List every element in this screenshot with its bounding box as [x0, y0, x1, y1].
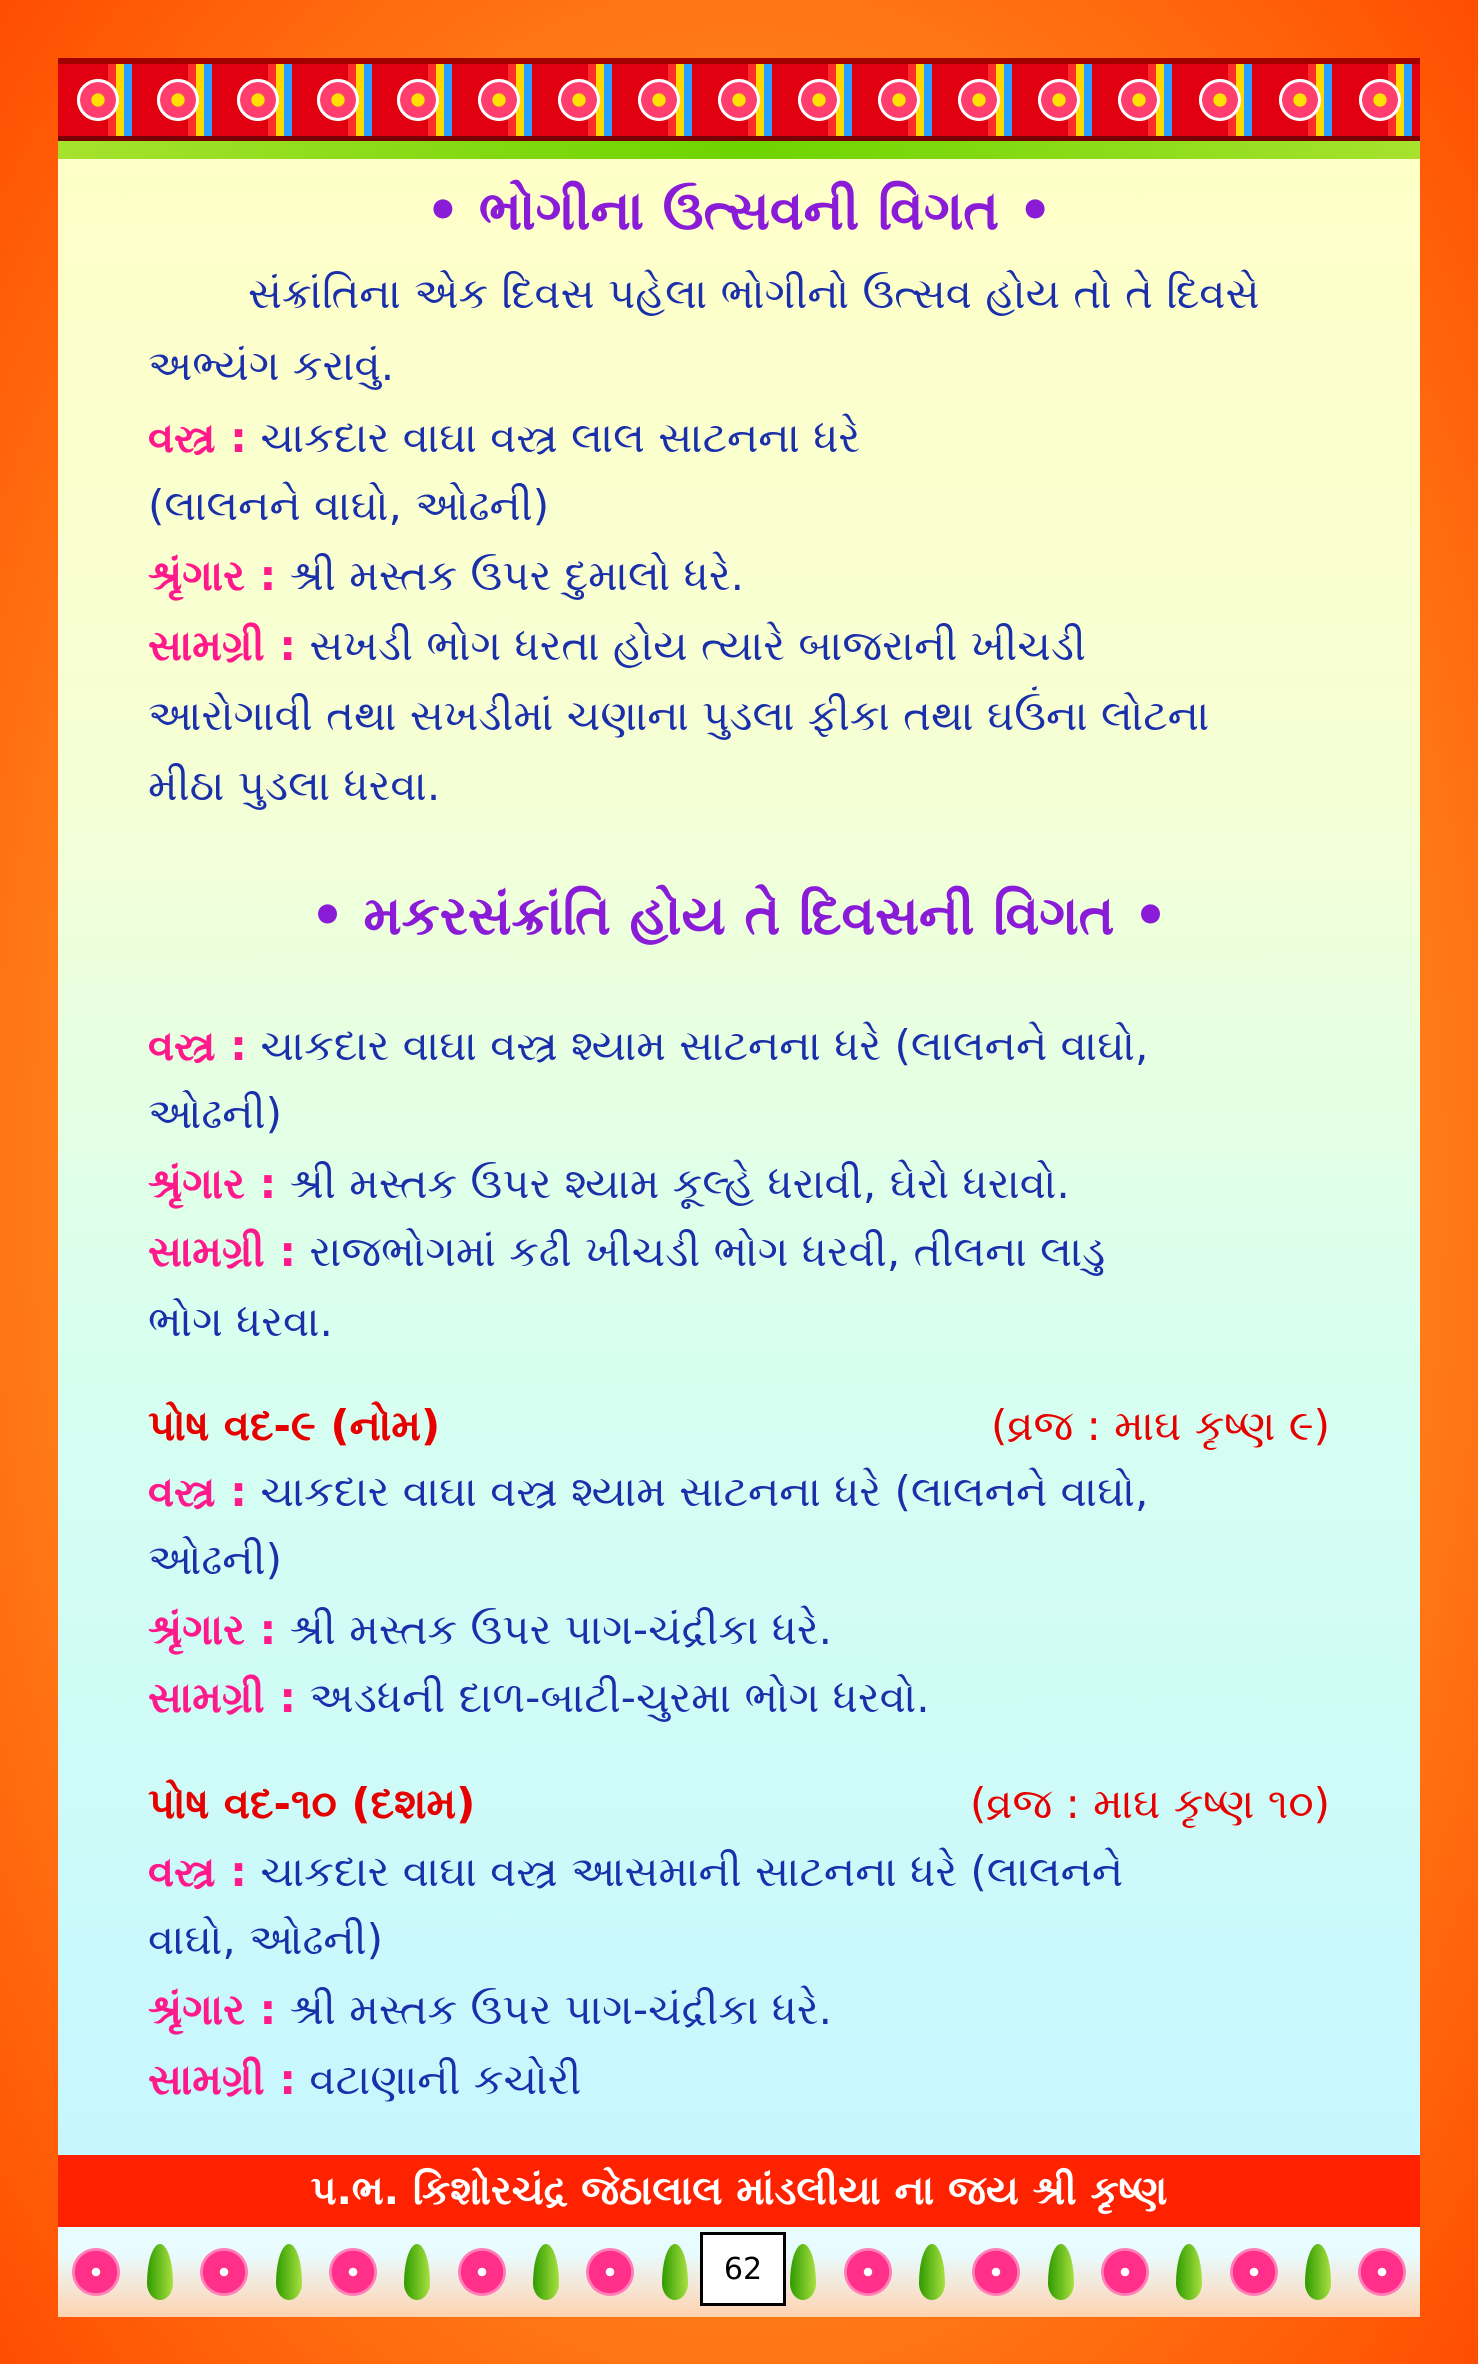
leaf-icon [147, 2244, 173, 2300]
shringar-text: શ્રી મસ્તક ઉપર પાગ-ચંદ્રીકા ધરે. [289, 1605, 832, 1654]
samagri-text: વટાણાની કચોરી [309, 2055, 582, 2104]
flower-icon [638, 79, 680, 121]
shringar-label: શ્રૃંગાર : [148, 1159, 277, 1208]
samagri-text: રાજભોગમાં કઢી ખીચડી ભોગ ધરવી, તીલના લાડુ [309, 1227, 1106, 1276]
vastra-text: ઓઢની) [148, 1535, 282, 1584]
flower-icon [77, 79, 119, 121]
day-heading-nom: પોષ વદ-૯ (નોમ) [148, 1401, 441, 1450]
flower-icon [972, 2248, 1020, 2296]
vastra-text: ઓઢની) [148, 1089, 282, 1138]
flower-icon [844, 2248, 892, 2296]
vraj-date-dasham: (વ્રજ : માઘ કૃષ્ણ ૧૦) [969, 1779, 1330, 1828]
flower-icon [718, 79, 760, 121]
vastra-text: ચાકદાર વાઘા વસ્ત્ર શ્યામ સાટનના ધરે (લાલનને વાઘો, [260, 1467, 1149, 1516]
samagri-text: મીઠા પુડલા ધરવા. [148, 761, 441, 810]
content-panel [58, 159, 1420, 2155]
flower-icon [1358, 2248, 1406, 2296]
flower-icon [1118, 79, 1160, 121]
flower-icon [958, 79, 1000, 121]
flower-icon [1101, 2248, 1149, 2296]
flower-icon [878, 79, 920, 121]
samagri-label: સામગ્રી : [148, 621, 297, 670]
flower-icon [157, 79, 199, 121]
samagri-text: ભોગ ધરવા. [148, 1297, 333, 1346]
shringar-text: શ્રી મસ્તક ઉપર શ્યામ કૂલ્હે ધરાવી, ઘેરો ધરાવો. [289, 1159, 1070, 1208]
flower-icon [798, 79, 840, 121]
intro-line: અભ્યંગ કરાવું. [148, 341, 395, 390]
flower-icon [72, 2248, 120, 2296]
shringar-text: શ્રી મસ્તક ઉપર દુમાલો ધરે. [289, 551, 744, 600]
samagri-text: આરોગાવી તથા સખડીમાં ચણાના પુડલા ફીકા તથા ઘઉંના લોટના [148, 691, 1210, 740]
shringar-label: શ્રૃંગાર : [148, 1605, 277, 1654]
vastra-text: ચાકદાર વાઘા વસ્ત્ર આસમાની સાટનના ધરે (લાલનને [260, 1847, 1124, 1896]
leaf-icon [1176, 2244, 1202, 2300]
leaf-icon [1305, 2244, 1331, 2300]
vraj-date-nom: (વ્રજ : માઘ કૃષ્ણ ૯) [990, 1401, 1330, 1450]
flower-icon [1199, 79, 1241, 121]
samagri-label: સામગ્રી : [148, 1673, 297, 1722]
flower-icon [1230, 2248, 1278, 2296]
vastra-label: વસ્ત્ર : [148, 1467, 247, 1516]
vastra-text: વાઘો, ઓઢની) [148, 1915, 384, 1964]
vastra-label: વસ્ત્ર : [148, 1847, 247, 1896]
intro-line: સંક્રાંતિના એક દિવસ પહેલા ભોગીનો ઉત્સવ હોય તો તે દિવસે [248, 269, 1260, 318]
leaf-icon [533, 2244, 559, 2300]
vastra-label: વસ્ત્ર : [148, 1021, 247, 1070]
samagri-text: અડધની દાળ-બાટી-ચુરમા ભોગ ધરવો. [309, 1673, 930, 1722]
decorative-top-border [58, 64, 1420, 141]
flower-icon [586, 2248, 634, 2296]
vastra-text: ચાકદાર વાઘા વસ્ત્ર શ્યામ સાટનના ધરે (લાલનને વાઘો, [260, 1021, 1149, 1070]
vastra-text: ચાકદાર વાઘા વસ્ત્ર લાલ સાટનના ધરે [260, 413, 861, 462]
flower-icon [1359, 79, 1401, 121]
shringar-label: શ્રૃંગાર : [148, 1985, 277, 2034]
shringar-text: શ્રી મસ્તક ઉપર પાગ-ચંદ્રીકા ધરે. [289, 1985, 832, 2034]
vastra-text: (લાલનને વાઘો, ઓઢની) [148, 481, 550, 530]
green-strip [58, 141, 1420, 159]
leaf-icon [662, 2244, 688, 2300]
flower-icon [397, 79, 439, 121]
leaf-icon [919, 2244, 945, 2300]
footer-dedication: પ.ભ. કિશોરચંદ્ર જેઠાલાલ માંડલીયા ના જય શ્રી કૃષ્ણ [58, 2155, 1420, 2227]
leaf-icon [404, 2244, 430, 2300]
samagri-label: સામગ્રી : [148, 1227, 297, 1276]
flower-icon [1038, 79, 1080, 121]
shringar-label: શ્રૃંગાર : [148, 551, 277, 600]
heading-bhogi: • ભોગીના ઉત્સવની વિગત • [425, 179, 1053, 242]
flower-icon [558, 79, 600, 121]
flower-icon [329, 2248, 377, 2296]
heading-makar-sankranti: • મકરસંક્રાંતિ હોય તે દિવસની વિગત • [310, 884, 1168, 947]
page-number: 62 [700, 2232, 786, 2306]
flower-icon [478, 79, 520, 121]
flower-icon [200, 2248, 248, 2296]
vastra-label: વસ્ત્ર : [148, 413, 247, 462]
flower-icon [1279, 79, 1321, 121]
flower-icon [317, 79, 359, 121]
flower-icon [458, 2248, 506, 2296]
samagri-label: સામગ્રી : [148, 2055, 297, 2104]
day-heading-dasham: પોષ વદ-૧૦ (દશમ) [148, 1779, 476, 1828]
samagri-text: સખડી ભોગ ધરતા હોય ત્યારે બાજરાની ખીચડી [309, 621, 1086, 670]
flower-icon [237, 79, 279, 121]
leaf-icon [276, 2244, 302, 2300]
leaf-icon [790, 2244, 816, 2300]
leaf-icon [1048, 2244, 1074, 2300]
